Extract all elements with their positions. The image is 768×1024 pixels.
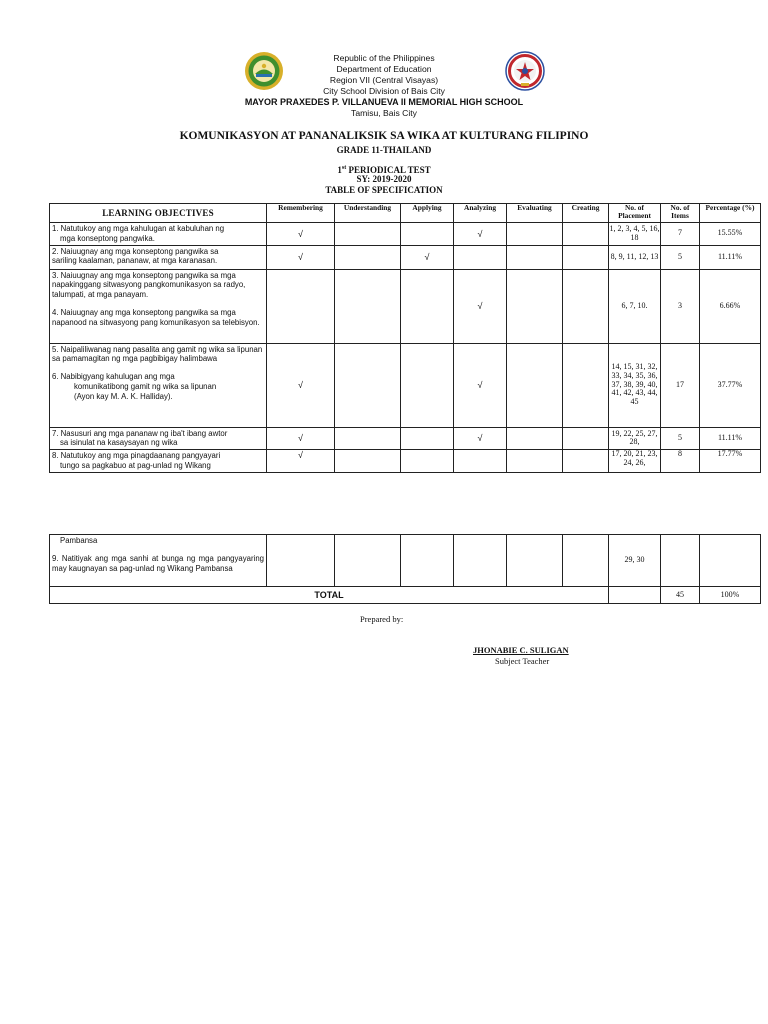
test-ordinal: st bbox=[341, 165, 347, 171]
school-year: SY: 2019-2020 bbox=[356, 174, 412, 184]
placement-cell: 29, 30 bbox=[609, 535, 661, 587]
percentage-cell: 17.77% bbox=[700, 450, 761, 473]
objective-text: 8. Natutukoy ang mga pinagdaanang pangyayari bbox=[52, 451, 221, 461]
table-row bbox=[50, 269, 761, 343]
objective-text: 6. Nabibigyang kahulugan ang mga bbox=[52, 372, 175, 382]
empty-cell bbox=[335, 245, 401, 269]
col-creating: Creating bbox=[563, 204, 609, 223]
empty-cell bbox=[401, 223, 454, 246]
placement-cell: 19, 22, 25, 27, 28, bbox=[609, 427, 661, 450]
empty-cell bbox=[563, 535, 609, 587]
empty-cell bbox=[267, 535, 335, 587]
percentage-cell: 11.11% bbox=[700, 427, 761, 450]
table-row bbox=[50, 450, 761, 473]
empty-cell bbox=[609, 587, 661, 604]
total-row bbox=[50, 587, 761, 604]
items-cell: 5 bbox=[661, 245, 700, 269]
header-region: Region VII (Central Visayas) bbox=[329, 75, 439, 85]
percentage-cell: 11.11% bbox=[700, 245, 761, 269]
check-mark: √ bbox=[454, 269, 507, 343]
col-evaluating: Evaluating bbox=[507, 204, 563, 223]
prepared-by-label: Prepared by: bbox=[360, 614, 404, 624]
empty-cell bbox=[563, 343, 609, 427]
placement-cell: 1, 2, 3, 4, 5, 16, 18 bbox=[609, 223, 661, 246]
empty-cell bbox=[335, 535, 401, 587]
check-mark: √ bbox=[267, 223, 335, 246]
percentage-cell: 15.55% bbox=[700, 223, 761, 246]
items-cell: 5 bbox=[661, 427, 700, 450]
col-percentage: Percentage (%) bbox=[700, 204, 761, 223]
objective-text: 1. Natutukoy ang mga kahulugan at kabuluhan ng bbox=[52, 224, 225, 233]
empty-cell bbox=[454, 450, 507, 473]
empty-cell bbox=[335, 450, 401, 473]
placement-cell: 8, 9, 11, 12, 13 bbox=[609, 245, 661, 269]
check-mark: √ bbox=[401, 245, 454, 269]
objective-text: 4. Naiuugnay ang mga konseptong pangwika sa mga napanood na sitwasyong pang komunikasyon sa telebisyon. bbox=[52, 307, 260, 327]
empty-cell bbox=[454, 245, 507, 269]
empty-cell bbox=[563, 427, 609, 450]
empty-cell bbox=[335, 269, 401, 343]
empty-cell bbox=[335, 427, 401, 450]
tos-table bbox=[49, 203, 761, 473]
placement-cell: 17, 20, 21, 23, 24, 26, bbox=[609, 450, 661, 473]
placement-cell: 6, 7, 10. bbox=[609, 269, 661, 343]
school-address: Tamisu, Bais City bbox=[351, 108, 417, 118]
teacher-name: JHONABIE C. SULIGAN bbox=[473, 645, 569, 655]
items-cell: 3 bbox=[661, 269, 700, 343]
check-mark: √ bbox=[267, 343, 335, 427]
table-row bbox=[50, 223, 761, 246]
total-items: 45 bbox=[661, 587, 700, 604]
empty-cell bbox=[401, 269, 454, 343]
grade-section: GRADE 11-THAILAND bbox=[336, 145, 432, 155]
empty-cell bbox=[563, 269, 609, 343]
empty-cell bbox=[507, 245, 563, 269]
school-name: MAYOR PRAXEDES P. VILLANUEVA II MEMORIAL HIGH SCHOOL bbox=[244, 97, 524, 107]
table-header-row bbox=[50, 204, 761, 223]
objective-text: sa isinulat na kasaysayan ng wika bbox=[60, 438, 178, 448]
empty-cell bbox=[507, 427, 563, 450]
subject-title: KOMUNIKASYON AT PANANALIKSIK SA WIKA AT KULTURANG FILIPINO bbox=[179, 130, 589, 142]
table-row bbox=[50, 343, 761, 427]
objective-text: tungo sa pagkabuo at pag-unlad ng Wikang bbox=[60, 460, 211, 470]
objective-text: 5. Naipaliliwanag nang pasalita ang gamit ng wika sa lipunan sa pamamagitan ng mga pagbibigay halimbawa bbox=[52, 344, 263, 364]
empty-cell bbox=[507, 269, 563, 343]
header-department: Department of Education bbox=[336, 64, 432, 74]
check-mark: √ bbox=[454, 343, 507, 427]
percentage-cell: 37.77% bbox=[700, 343, 761, 427]
objective-text: 3. Naiuugnay ang mga konseptong pangwika sa mga napakinggang sitwasyong pangkomunikasyon sa radyo, talumpati, at mga panayam. bbox=[52, 270, 246, 300]
col-applying: Applying bbox=[401, 204, 454, 223]
total-label: TOTAL bbox=[50, 587, 609, 604]
header-division: City School Division of Bais City bbox=[323, 86, 445, 96]
objective-cell bbox=[50, 450, 267, 473]
empty-cell bbox=[401, 535, 454, 587]
check-mark: √ bbox=[267, 450, 335, 473]
col-understanding: Understanding bbox=[335, 204, 401, 223]
col-remembering: Remembering bbox=[267, 204, 335, 223]
items-cell: 17 bbox=[661, 343, 700, 427]
items-cell: 7 bbox=[661, 223, 700, 246]
empty-cell bbox=[661, 535, 700, 587]
empty-cell bbox=[507, 343, 563, 427]
total-percentage: 100% bbox=[700, 587, 761, 604]
items-cell: 8 bbox=[661, 450, 700, 473]
check-mark: √ bbox=[267, 245, 335, 269]
header-country: Republic of the Philippines bbox=[333, 53, 435, 63]
col-items: No. of Items bbox=[661, 204, 700, 223]
objective-text: 7. Nasusuri ang mga pananaw ng iba't ibang awtor bbox=[52, 428, 228, 438]
col-placement: No. of Placement bbox=[609, 204, 661, 223]
empty-cell bbox=[507, 450, 563, 473]
objective-text: komunikatibong gamit ng wika sa lipunan bbox=[74, 381, 217, 391]
empty-cell bbox=[507, 535, 563, 587]
empty-cell bbox=[335, 223, 401, 246]
test-number: 1 bbox=[337, 165, 342, 175]
col-analyzing: Analyzing bbox=[454, 204, 507, 223]
objective-cell bbox=[50, 343, 267, 427]
objective-text: sariling kaalaman, pananaw, at mga karanasan. bbox=[52, 256, 218, 266]
tos-table-continued bbox=[49, 534, 761, 604]
percentage-cell: 6.66% bbox=[700, 269, 761, 343]
empty-cell bbox=[454, 535, 507, 587]
objective-text: 9. Natitiyak ang mga sanhi at bunga ng mga pangyayaring may kaugnayan sa pag-unlad ng Wikang Pambansa bbox=[52, 553, 264, 573]
objective-text: mga konseptong pangwika. bbox=[60, 233, 155, 243]
empty-cell bbox=[401, 427, 454, 450]
empty-cell bbox=[563, 223, 609, 246]
placement-cell: 14, 15, 31, 32, 33, 34, 35, 36, 37, 38, 39, 40, 41, 42, 43, 44, 45 bbox=[609, 343, 661, 427]
check-mark: √ bbox=[454, 223, 507, 246]
objective-cell bbox=[50, 535, 267, 587]
objective-cell bbox=[50, 427, 267, 450]
objective-text: (Ayon kay M. A. K. Halliday). bbox=[74, 391, 173, 401]
table-title: TABLE OF SPECIFICATION bbox=[325, 185, 443, 195]
empty-cell bbox=[700, 535, 761, 587]
test-label: PERIODICAL TEST bbox=[346, 165, 431, 175]
objective-cell bbox=[50, 245, 267, 269]
empty-cell bbox=[335, 343, 401, 427]
empty-cell bbox=[507, 223, 563, 246]
table-row bbox=[50, 427, 761, 450]
objective-text: Pambansa bbox=[60, 536, 98, 545]
objective-cell bbox=[50, 223, 267, 246]
col-learning-objectives: LEARNING OBJECTIVES bbox=[50, 204, 267, 223]
check-mark: √ bbox=[267, 427, 335, 450]
table-row bbox=[50, 245, 761, 269]
empty-cell bbox=[563, 450, 609, 473]
check-mark: √ bbox=[454, 427, 507, 450]
table-row bbox=[50, 535, 761, 587]
empty-cell bbox=[563, 245, 609, 269]
empty-cell bbox=[401, 343, 454, 427]
empty-cell bbox=[401, 450, 454, 473]
empty-cell bbox=[267, 269, 335, 343]
objective-text: 2. Naiuugnay ang mga konseptong pangwika sa bbox=[52, 246, 219, 256]
objective-cell bbox=[50, 269, 267, 343]
teacher-role: Subject Teacher bbox=[495, 656, 550, 666]
